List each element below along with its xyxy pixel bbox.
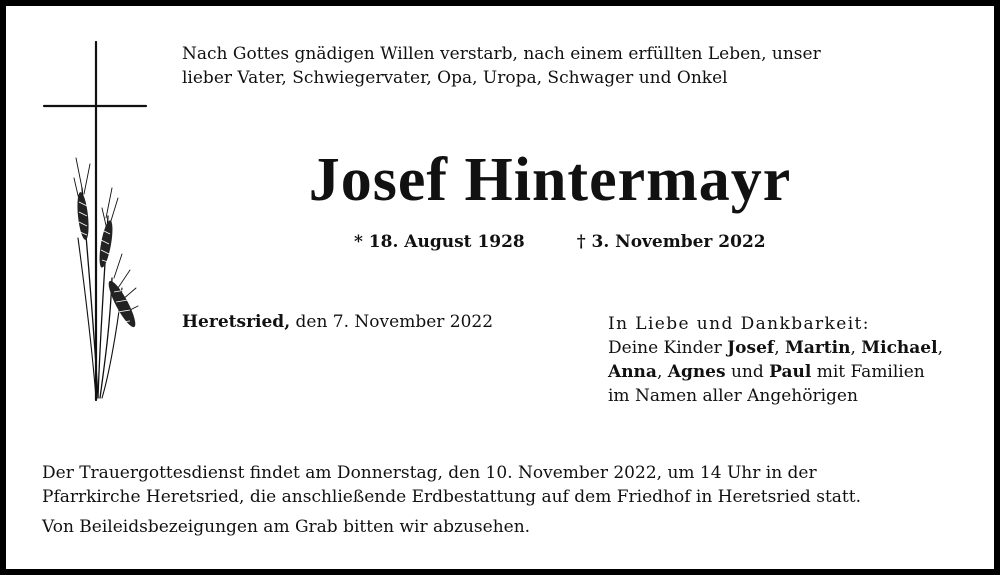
separator: , — [656, 362, 668, 382]
separator: , — [937, 338, 943, 358]
separator: und — [725, 362, 770, 382]
notice-date: den 7. November 2022 — [290, 312, 494, 332]
service-info — [42, 461, 982, 539]
condolence-note: Von Beileidsbezeigungen am Grab bitten wir abzusehen. — [42, 517, 531, 537]
family-suffix: mit Familien — [811, 362, 925, 382]
intro-line: lieber Vater, Schwiegervater, Opa, Uropa, Schwager und Onkel — [182, 68, 728, 88]
place-and-date — [182, 312, 493, 332]
intro-line: Nach Gottes gnädigen Willen verstarb, nach einem erfüllten Leben, unser — [182, 44, 821, 64]
separator: , — [774, 338, 786, 358]
child-name: Josef — [727, 338, 775, 358]
deceased-name: Josef Hintermayr — [308, 146, 792, 214]
service-text — [42, 461, 982, 509]
birth-date: * 18. August 1928 — [354, 232, 525, 252]
intro-text — [182, 42, 942, 90]
child-name: Michael — [861, 338, 938, 358]
family-heading: In Liebe und Dankbarkeit: — [608, 314, 870, 334]
cross-with-wheat-icon — [38, 38, 150, 408]
child-name: Paul — [769, 362, 812, 382]
children-line — [608, 336, 978, 360]
child-name: Martin — [785, 338, 851, 358]
service-line: Der Trauergottesdienst findet am Donnerstag, den 10. November 2022, um 14 Uhr in der — [42, 463, 817, 483]
child-name: Agnes — [667, 362, 726, 382]
family-closing: im Namen aller Angehörigen — [608, 386, 858, 406]
death-date: † 3. November 2022 — [576, 232, 766, 252]
child-name: Anna — [608, 362, 657, 382]
life-dates — [354, 232, 766, 252]
children-prefix: Deine Kinder — [608, 338, 728, 358]
children-line — [608, 360, 978, 384]
service-line: Pfarrkirche Heretsried, die anschließende Erdbestattung auf dem Friedhof in Heretsried statt. — [42, 487, 861, 507]
family-signature — [608, 312, 978, 408]
separator: , — [850, 338, 862, 358]
place: Heretsried, — [182, 312, 291, 332]
